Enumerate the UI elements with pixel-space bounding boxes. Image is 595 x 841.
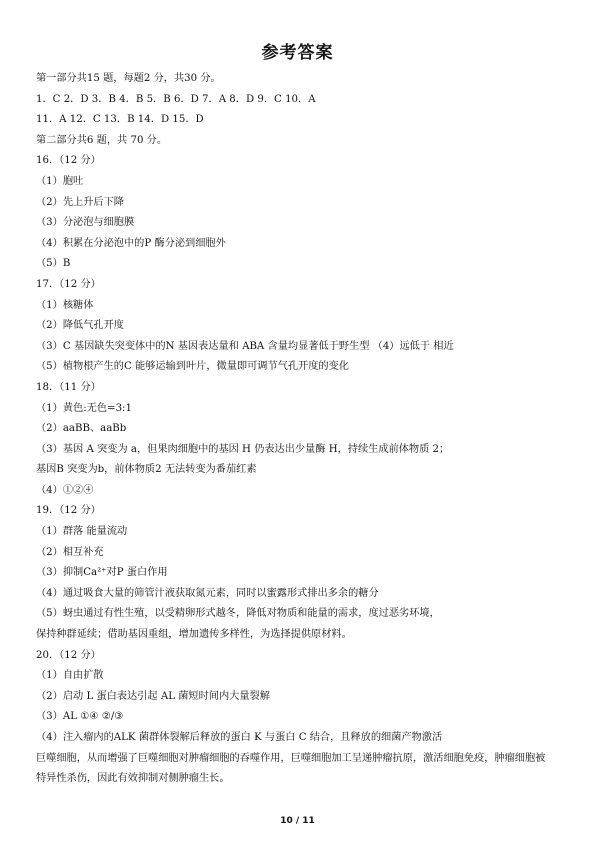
answer-line: 1．C 2．D 3．B 4．B 5．B 6．D 7．A 8．D 9．C 10．A bbox=[36, 93, 316, 105]
answer-line: 第一部分共15 题，每题2 分，共30 分。 bbox=[36, 73, 221, 84]
answer-line: （1）核糖体 bbox=[36, 299, 94, 311]
answer-line: 19．（12 分） bbox=[36, 505, 101, 517]
answer-line: 保持种群延续；借助基因重组，增加遗传多样性，为选择提供原材料。 bbox=[36, 629, 352, 641]
answer-line: 18．（11 分） bbox=[36, 381, 101, 393]
answer-line: （3）基因 A 突变为 a，但果肉细胞中的基因 H 仍表达出少量酶 H，持续生成前体物质 2； bbox=[36, 443, 450, 455]
answer-line: 16．（12 分） bbox=[36, 155, 101, 167]
answer-line: （4）①②④ bbox=[36, 484, 94, 496]
answer-line: （2）降低气孔开度 bbox=[36, 320, 124, 332]
answer-line: （3）C 基因缺失突变体中的N 基因表达量和 ABA 含量均显著低于野生型 （4）远低于 相近 bbox=[36, 340, 454, 352]
answer-line: （2）启动 L 蛋白表达引起 AL 菌短时间内大量裂解 bbox=[36, 690, 270, 702]
answer-line: 基因B 突变为b，前体物质2 无法转变为番茄红素 bbox=[36, 464, 257, 476]
answer-line: （3）抑制Ca²⁺对P 蛋白作用 bbox=[36, 567, 168, 579]
answer-line: （2）相互补充 bbox=[36, 546, 104, 558]
answer-line: （4）注入瘤内的ALK 菌群体裂解后释放的蛋白 K 与蛋白 C 结合，且释放的细菌产物激活 bbox=[36, 732, 443, 743]
answer-line: （1）黄色:无色=3:1 bbox=[36, 402, 132, 414]
answer-line: 17．（12 分） bbox=[36, 278, 101, 290]
answer-line: （3）AL ①④ ②/③ bbox=[36, 711, 124, 723]
answer-line: （1）胞吐 bbox=[36, 175, 84, 187]
answer-line: （4）积累在分泌泡中的P 酶分泌到细胞外 bbox=[36, 237, 226, 249]
page-number: 10 / 11 bbox=[280, 816, 315, 826]
answer-line: （1）自由扩散 bbox=[36, 670, 104, 682]
answer-line: （5）蚜虫通过有性生殖，以受精卵形式越冬，降低对物质和能量的需求，度过恶劣环境， bbox=[36, 608, 440, 620]
answer-line: （2）aaBB、aaBb bbox=[36, 423, 127, 435]
page-title: 参考答案 bbox=[261, 43, 334, 63]
answer-line: 第二部分共6 题，共 70 分。 bbox=[36, 134, 168, 146]
answer-line: （3）分泌泡与细胞膜 bbox=[36, 217, 135, 229]
answer-line: 巨噬细胞，从而增强了巨噬细胞对肿瘤细胞的吞噬作用，巨噬细胞加工呈递肿瘤抗原，激活细胞免疫，肿瘤细胞被 bbox=[36, 752, 546, 764]
answer-lines bbox=[36, 69, 566, 790]
answer-line: 11．A 12．C 13．B 14．D 15．D bbox=[36, 114, 204, 126]
answer-line: 20．（12 分） bbox=[36, 649, 101, 661]
answer-line: （5）B bbox=[36, 258, 71, 270]
answer-line: （5）植物根产生的C 能够运输到叶片，微量即可调节气孔开度的变化 bbox=[36, 361, 349, 373]
answer-line: （4）通过吸食大量的筛管汁液获取氮元素，同时以蜜露形式排出多余的糖分 bbox=[36, 587, 379, 599]
answer-line: （1）群落 能量流动 bbox=[36, 526, 128, 538]
answer-line: 特异性杀伤，因此有效抑制对侧肿瘤生长。 bbox=[36, 773, 230, 785]
answer-line: （2）先上升后下降 bbox=[36, 196, 124, 208]
